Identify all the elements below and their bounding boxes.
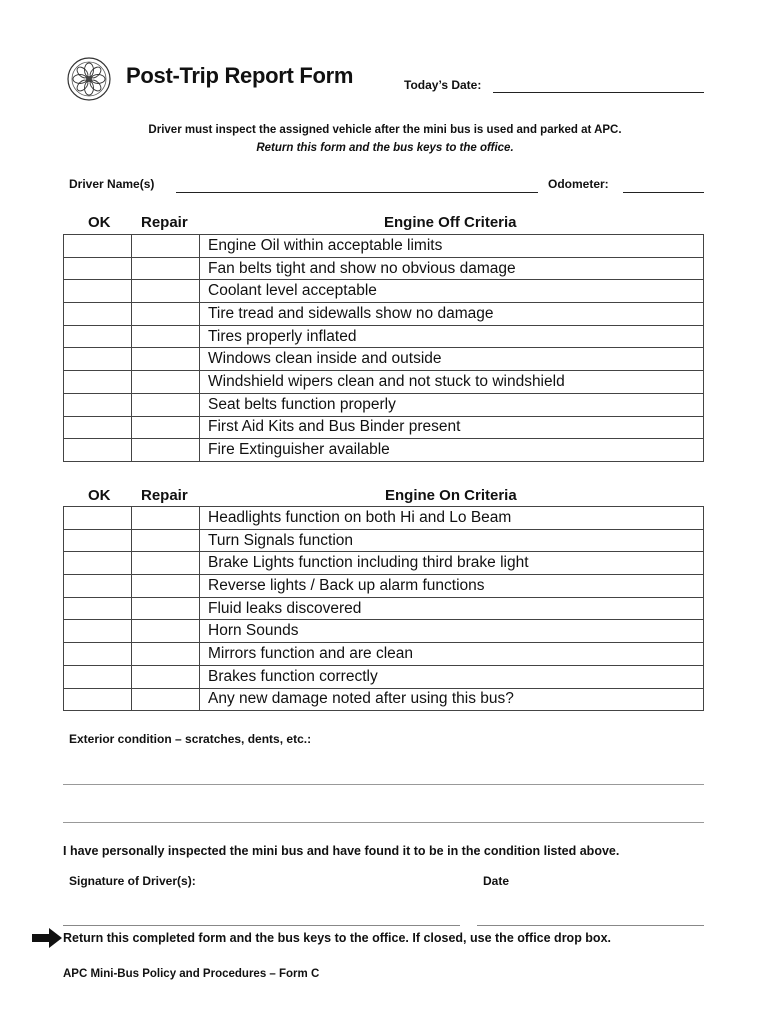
signature-field[interactable] [63, 925, 460, 926]
criteria-item-label: Reverse lights / Back up alarm functions [200, 575, 704, 598]
repair-checkbox-cell[interactable] [132, 529, 200, 552]
criteria-item-label: Brakes function correctly [200, 665, 704, 688]
ok-checkbox-cell[interactable] [64, 348, 132, 371]
repair-checkbox-cell[interactable] [132, 303, 200, 326]
exterior-condition-line-2[interactable] [63, 822, 704, 823]
signature-date-label: Date [483, 874, 510, 888]
ok-checkbox-cell[interactable] [64, 597, 132, 620]
criteria-item-label: Fan belts tight and show no obvious damage [200, 257, 704, 280]
ok-checkbox-cell[interactable] [64, 280, 132, 303]
repair-checkbox-cell[interactable] [132, 280, 200, 303]
criteria-item-label: Tires properly inflated [200, 325, 704, 348]
repair-checkbox-cell[interactable] [132, 597, 200, 620]
repair-checkbox-cell[interactable] [132, 620, 200, 643]
organization-seal-logo [67, 57, 111, 101]
criteria-item-label: Brake Lights function including third brake light [200, 552, 704, 575]
engine-on-criteria-header: Engine On Criteria [385, 487, 517, 504]
criteria-row [64, 552, 704, 575]
signature-label: Signature of Driver(s): [69, 874, 196, 888]
criteria-item-label: Fluid leaks discovered [200, 597, 704, 620]
repair-column-header: Repair [141, 214, 188, 231]
repair-checkbox-cell[interactable] [132, 416, 200, 439]
engine-off-criteria-header: Engine Off Criteria [384, 214, 517, 231]
criteria-row [64, 529, 704, 552]
ok-checkbox-cell[interactable] [64, 257, 132, 280]
repair-checkbox-cell[interactable] [132, 371, 200, 394]
odometer-label: Odometer: [548, 177, 609, 191]
criteria-row [64, 348, 704, 371]
ok-checkbox-cell[interactable] [64, 552, 132, 575]
certification-statement: I have personally inspected the mini bus and have found it to be in the condition listed above. [63, 844, 620, 858]
odometer-field[interactable] [623, 192, 704, 193]
ok-checkbox-cell[interactable] [64, 620, 132, 643]
return-instruction: Return this completed form and the bus keys to the office. If closed, use the office drop box. [63, 931, 611, 945]
exterior-condition-line-1[interactable] [63, 784, 704, 785]
criteria-item-label: Seat belts function properly [200, 393, 704, 416]
criteria-item-label: Headlights function on both Hi and Lo Beam [200, 507, 704, 530]
todays-date-label: Today’s Date: [404, 78, 482, 92]
repair-checkbox-cell[interactable] [132, 257, 200, 280]
repair-checkbox-cell[interactable] [132, 325, 200, 348]
ok-checkbox-cell[interactable] [64, 416, 132, 439]
ok-column-header: OK [88, 487, 111, 504]
ok-checkbox-cell[interactable] [64, 325, 132, 348]
criteria-item-label: Engine Oil within acceptable limits [200, 235, 704, 258]
criteria-item-label: Horn Sounds [200, 620, 704, 643]
criteria-row [64, 257, 704, 280]
ok-checkbox-cell[interactable] [64, 643, 132, 666]
criteria-row [64, 665, 704, 688]
driver-name-label: Driver Name(s) [69, 177, 155, 191]
criteria-item-label: Any new damage noted after using this bus? [200, 688, 704, 711]
ok-checkbox-cell[interactable] [64, 665, 132, 688]
repair-checkbox-cell[interactable] [132, 552, 200, 575]
criteria-row [64, 575, 704, 598]
footer-form-id: APC Mini-Bus Policy and Procedures – Form C [63, 968, 320, 980]
criteria-item-label: Mirrors function and are clean [200, 643, 704, 666]
ok-column-header: OK [88, 214, 111, 231]
repair-checkbox-cell[interactable] [132, 439, 200, 462]
criteria-row [64, 371, 704, 394]
criteria-row [64, 597, 704, 620]
criteria-item-label: Windshield wipers clean and not stuck to windshield [200, 371, 704, 394]
criteria-row [64, 688, 704, 711]
criteria-row [64, 439, 704, 462]
ok-checkbox-cell[interactable] [64, 529, 132, 552]
repair-checkbox-cell[interactable] [132, 235, 200, 258]
engine-on-table [63, 506, 704, 711]
arrow-right-icon [32, 928, 62, 948]
ok-checkbox-cell[interactable] [64, 371, 132, 394]
instruction-text: Driver must inspect the assigned vehicle after the mini bus is used and parked at APC. [148, 124, 622, 136]
ok-checkbox-cell[interactable] [64, 688, 132, 711]
criteria-row [64, 507, 704, 530]
criteria-row [64, 303, 704, 326]
criteria-row [64, 280, 704, 303]
repair-checkbox-cell[interactable] [132, 348, 200, 371]
engine-off-table [63, 234, 704, 462]
ok-checkbox-cell[interactable] [64, 235, 132, 258]
form-title: Post-Trip Report Form [126, 63, 354, 88]
criteria-row [64, 416, 704, 439]
repair-checkbox-cell[interactable] [132, 575, 200, 598]
criteria-row [64, 325, 704, 348]
repair-checkbox-cell[interactable] [132, 393, 200, 416]
driver-name-field[interactable] [176, 192, 538, 193]
criteria-item-label: Fire Extinguisher available [200, 439, 704, 462]
repair-checkbox-cell[interactable] [132, 507, 200, 530]
repair-checkbox-cell[interactable] [132, 665, 200, 688]
signature-date-field[interactable] [477, 925, 704, 926]
ok-checkbox-cell[interactable] [64, 393, 132, 416]
criteria-item-label: Tire tread and sidewalls show no damage [200, 303, 704, 326]
ok-checkbox-cell[interactable] [64, 575, 132, 598]
criteria-row [64, 235, 704, 258]
criteria-row [64, 620, 704, 643]
criteria-item-label: First Aid Kits and Bus Binder present [200, 416, 704, 439]
repair-checkbox-cell[interactable] [132, 688, 200, 711]
repair-column-header: Repair [141, 487, 188, 504]
ok-checkbox-cell[interactable] [64, 439, 132, 462]
criteria-item-label: Windows clean inside and outside [200, 348, 704, 371]
criteria-item-label: Turn Signals function [200, 529, 704, 552]
criteria-row [64, 393, 704, 416]
criteria-item-label: Coolant level acceptable [200, 280, 704, 303]
repair-checkbox-cell[interactable] [132, 643, 200, 666]
instruction-return-text: Return this form and the bus keys to the office. [256, 142, 514, 154]
criteria-row [64, 643, 704, 666]
exterior-condition-label: Exterior condition – scratches, dents, etc.: [69, 732, 312, 746]
todays-date-field[interactable] [493, 92, 704, 93]
ok-checkbox-cell[interactable] [64, 303, 132, 326]
ok-checkbox-cell[interactable] [64, 507, 132, 530]
